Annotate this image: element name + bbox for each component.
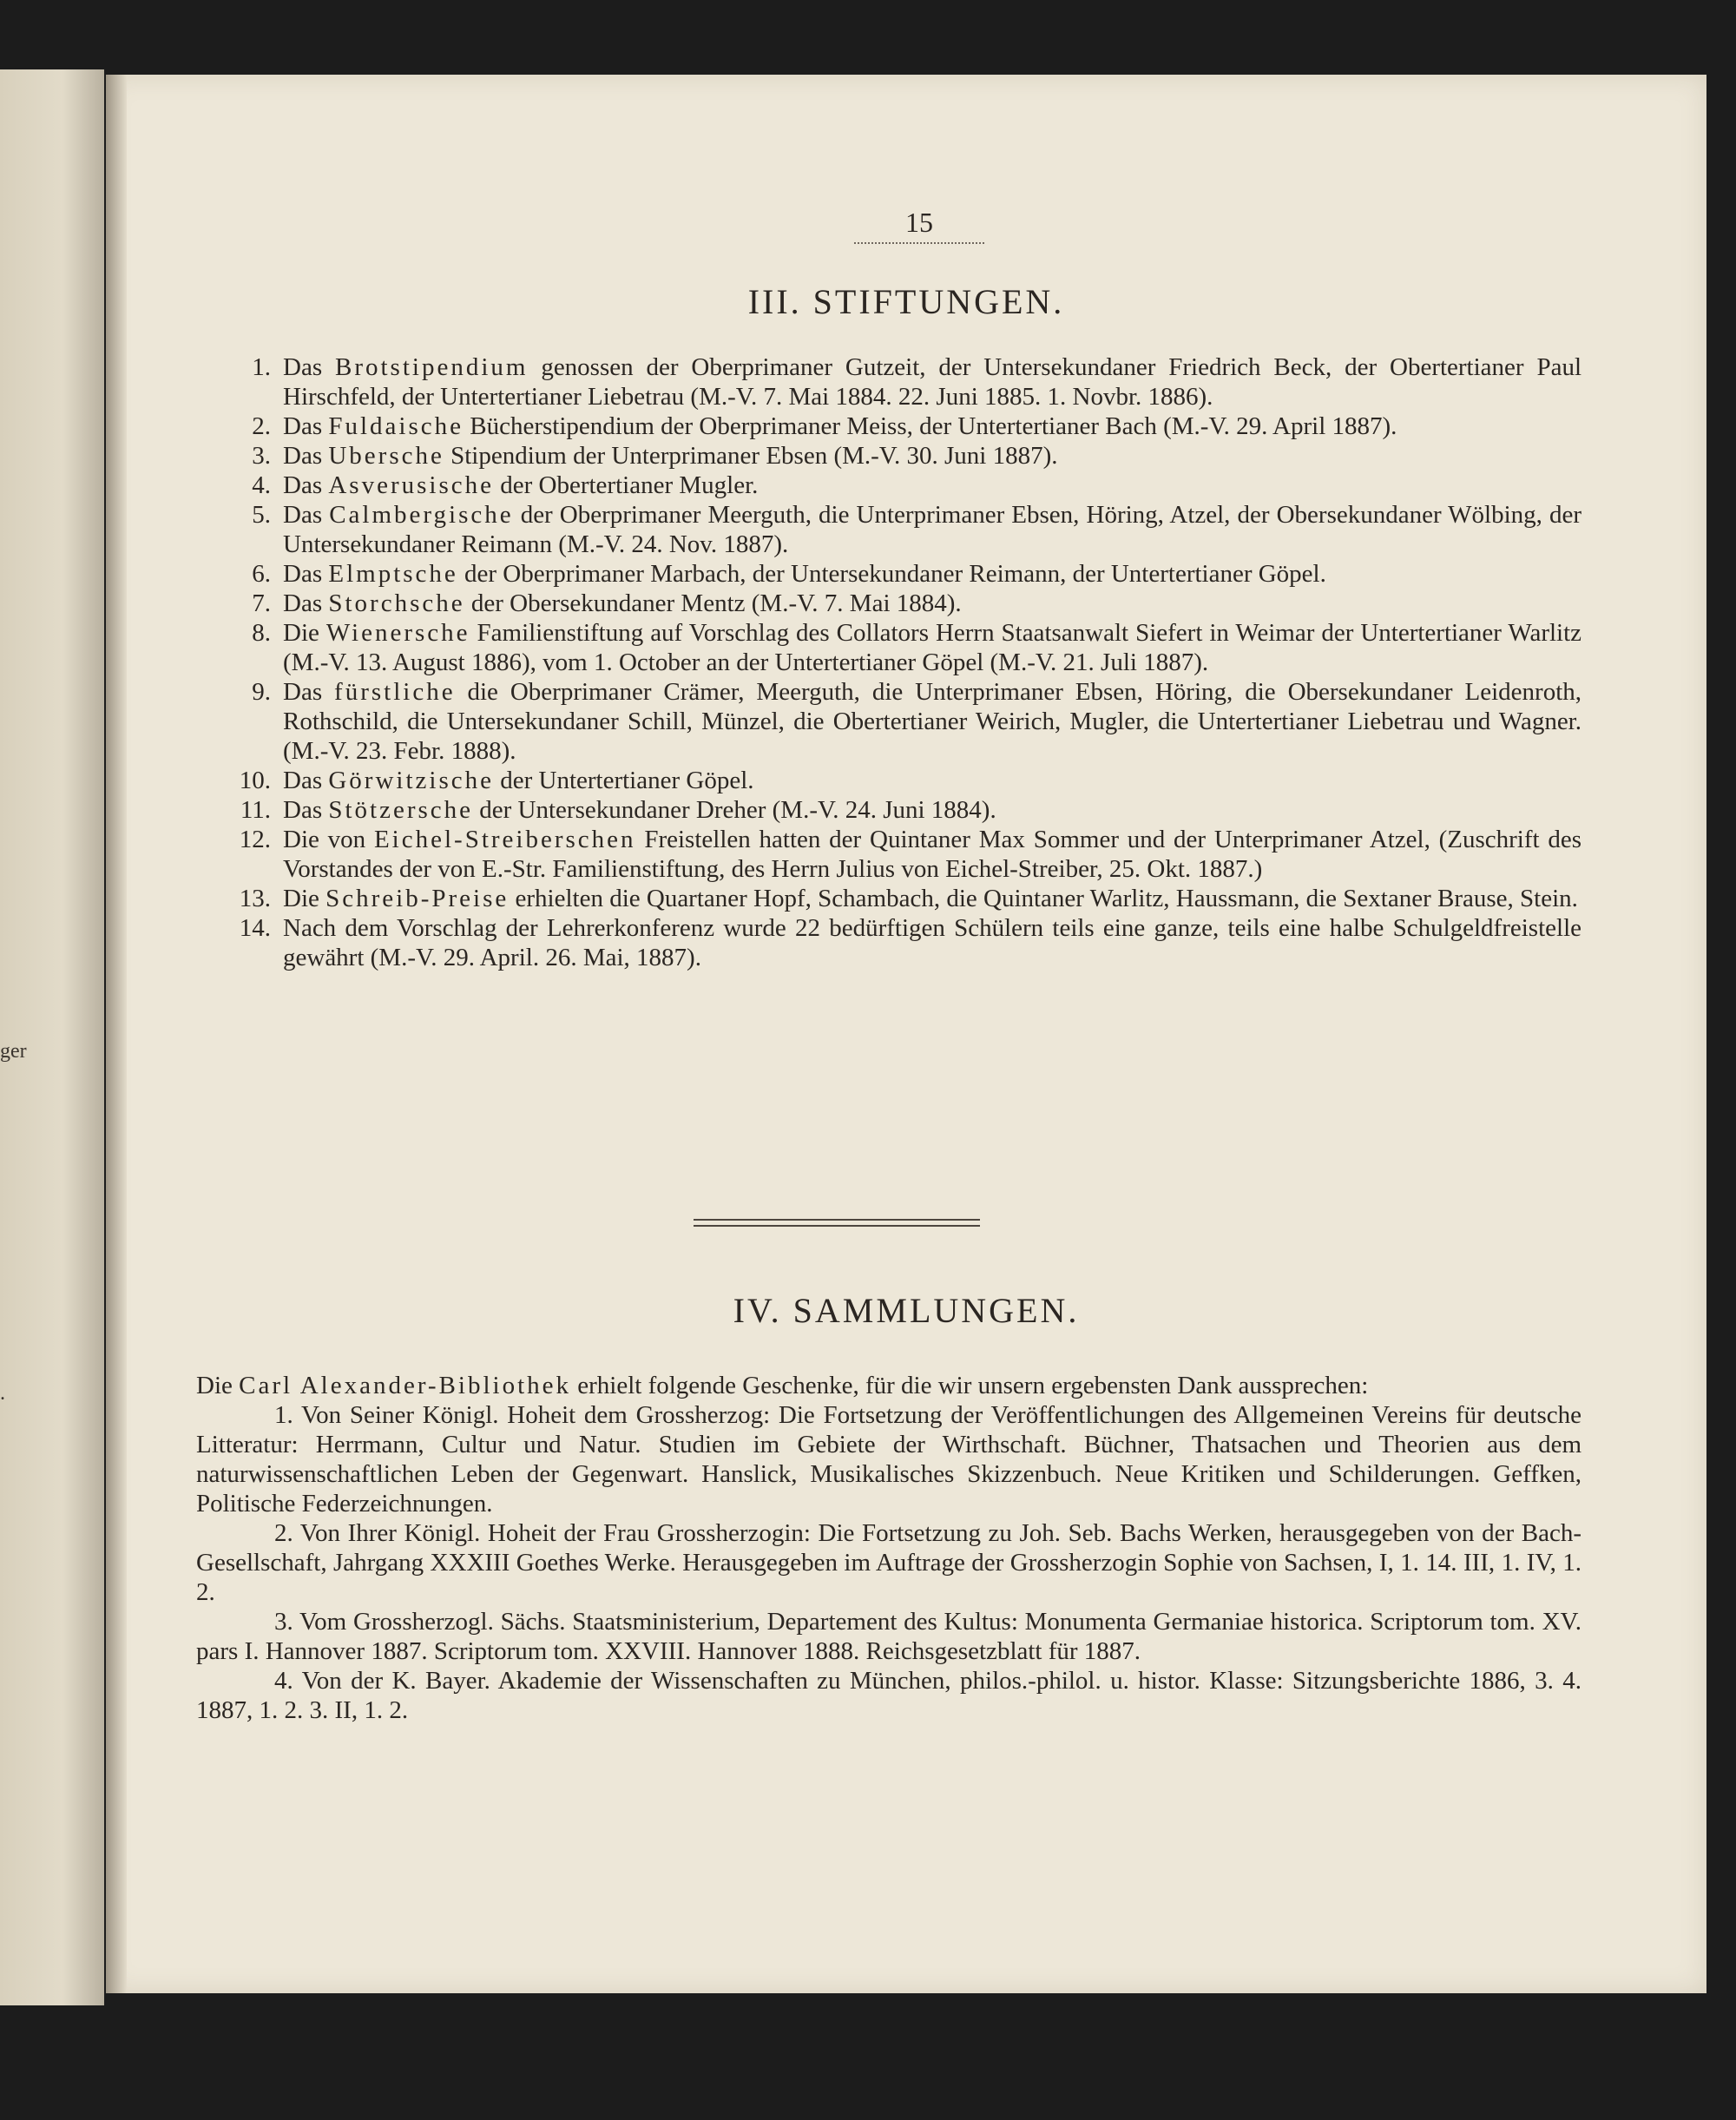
list-item: 6. Das Elmptsche der Oberprimaner Marbach, der Untersekundaner Reimann, der Untertertianer Göpel. <box>184 559 1581 589</box>
list-item: 14. Nach dem Vorschlag der Lehrerkonferenz wurde 22 bedürftigen Schülern teils eine ganze, teils eine halbe Schulgeldfreistelle gewährt (M.-V. 29. April. 26. Mai, 1887). <box>184 913 1581 972</box>
foundation-name: Elmptsche <box>328 560 458 588</box>
item-number: 11. <box>240 796 271 824</box>
foundation-name: Fuldaische <box>328 412 464 440</box>
item-number: 7. <box>252 589 271 617</box>
foundation-name: Eichel-Streiberschen <box>373 826 636 853</box>
item-number: 1. <box>252 353 271 381</box>
item-number: 9. <box>252 678 271 706</box>
list-item: 3. Das Ubersche Stipendium der Unterprimaner Ebsen (M.-V. 30. Juni 1887). <box>184 441 1581 471</box>
left-page-edge <box>0 69 104 2005</box>
list-item: 4. Das Asverusische der Obertertianer Mugler. <box>184 471 1581 500</box>
foundation-name: Asverusische <box>328 471 494 499</box>
library-name: Carl Alexander-Bibliothek <box>239 1372 571 1399</box>
item-number: 4. <box>252 471 271 499</box>
section-heading-sammlungen: IV. SAMMLUNGEN. <box>733 1291 1080 1330</box>
left-page-fragment: ger <box>0 1040 27 1063</box>
gift-paragraph: 4. Von der K. Bayer. Akademie der Wissenschaften zu München, philos.-philol. u. histor. Klasse: Sitzungsberichte 1886, 3. 4. 1887, 1. 2. 3. II, 1. 2. <box>196 1667 1581 1724</box>
section-heading-stiftungen: III. STIFTUNGEN. <box>747 282 1065 321</box>
list-item: 7. Das Storchsche der Obersekundaner Mentz (M.-V. 7. Mai 1884). <box>184 589 1581 618</box>
gift-paragraph: 3. Vom Grossherzogl. Sächs. Staatsministerium, Departement des Kultus: Monumenta Germaniae historica. Scriptorum tom. XV. pars I. Hannover 1887. Scriptorum tom. XXVIII. Hannover 1888. Reichsgesetzblatt für 1887. <box>196 1608 1581 1665</box>
list-item: 2. Das Fuldaische Bücherstipendium der Oberprimaner Meiss, der Untertertianer Bach (M.-V. 29. April 1887). <box>184 411 1581 441</box>
list-item: 9. Das fürstliche die Oberprimaner Crämer, Meerguth, die Unterprimaner Ebsen, Höring, die Obersekundaner Leidenroth, Rothschild, die Untersekundaner Schill, Münzel, die Obertertianer Weirich, Mugler, die Untertertianer Liebetrau und Wagner. (M.-V. 23. Febr. 1888). <box>184 677 1581 766</box>
foundation-name: Storchsche <box>328 589 465 617</box>
item-number: 12. <box>239 826 271 853</box>
item-number: 13. <box>239 885 271 912</box>
item-number: 10. <box>239 767 271 794</box>
item-number: 5. <box>252 501 271 529</box>
item-number: 14. <box>239 914 271 942</box>
intro-paragraph: Die Carl Alexander-Bibliothek erhielt folgende Geschenke, für die wir unsern ergebensten Dank aussprechen: <box>196 1372 1369 1399</box>
page-gutter <box>106 75 127 1993</box>
foundation-name: Stötzersche <box>328 796 474 824</box>
document-page <box>106 75 1706 1993</box>
page-number: 15 <box>905 207 933 238</box>
list-item: 13. Die Schreib-Preise erhielten die Quartaner Hopf, Schambach, die Quintaner Warlitz, Haussmann, die Sextaner Brause, Stein. <box>184 884 1581 913</box>
list-item: 12. Die von Eichel-Streiberschen Freistellen hatten der Quintaner Max Sommer und der Unterprimaner Atzel, (Zuschrift des Vorstandes der von E.-Str. Familienstiftung, des Herrn Julius von Eichel-Streiber, 25. Okt. 1887.) <box>184 825 1581 884</box>
left-page-fragment: . <box>0 1382 5 1405</box>
page-number-underline <box>854 242 984 247</box>
sammlungen-text <box>196 1371 1581 1725</box>
list-item: 8. Die Wienersche Familienstiftung auf Vorschlag des Collators Herrn Staatsanwalt Siefert in Weimar der Untertertianer Warlitz (M.-V. 13. August 1886), vom 1. October an der Untertertianer Göpel (M.-V. 21. Juli 1887). <box>184 618 1581 677</box>
item-number: 6. <box>252 560 271 588</box>
gift-paragraph: 1. Von Seiner Königl. Hoheit dem Grossherzog: Die Fortsetzung der Veröffentlichungen des Allgemeinen Vereins für deutsche Litteratur: Herrmann, Cultur und Natur. Studien im Gebiete der Wirthschaft. Büchner, Thatsachen und Theorien aus dem naturwissenschaftlichen Leben der Gegenwart. Hanslick, Musikalisches Skizzenbuch. Neue Kritiken und Schilderungen. Geffken, Politische Federzeichnungen. <box>196 1401 1581 1518</box>
section-divider <box>694 1219 980 1227</box>
foundation-name: fürstliche <box>334 678 456 706</box>
foundation-name: Wienersche <box>326 619 470 647</box>
item-number: 8. <box>252 619 271 647</box>
foundation-name: Brotstipendium <box>334 353 529 381</box>
list-item: 1. Das Brotstipendium genossen der Oberprimaner Gutzeit, der Untersekundaner Friedrich Beck, der Obertertianer Paul Hirschfeld, der Untertertianer Liebetrau (M.-V. 7. Mai 1884. 22. Juni 1885. 1. Novbr. 1886). <box>184 352 1581 411</box>
list-item: 11. Das Stötzersche der Untersekundaner Dreher (M.-V. 24. Juni 1884). <box>184 795 1581 825</box>
foundation-name: Ubersche <box>328 442 444 470</box>
foundation-name: Schreib-Preise <box>326 885 510 912</box>
list-item: 5. Das Calmbergische der Oberprimaner Meerguth, die Unterprimaner Ebsen, Höring, Atzel, der Obersekundaner Wölbing, der Untersekundaner Reimann (M.-V. 24. Nov. 1887). <box>184 500 1581 559</box>
gift-paragraph: 2. Von Ihrer Königl. Hoheit der Frau Grossherzogin: Die Fortsetzung zu Joh. Seb. Bachs Werken, herausgegeben von der Bach-Gesellschaft, Jahrgang XXXIII Goethes Werke. Herausgegeben im Auftrage der Grossherzogin Sophie von Sachsen, I, 1. 14. III, 1. IV, 1. 2. <box>196 1519 1581 1606</box>
foundation-name: Görwitzische <box>328 767 494 794</box>
list-item: 10. Das Görwitzische der Untertertianer Göpel. <box>184 766 1581 795</box>
foundation-name: Calmbergische <box>329 501 514 529</box>
item-number: 2. <box>252 412 271 440</box>
stiftungen-list <box>184 352 1581 972</box>
item-number: 3. <box>252 442 271 470</box>
